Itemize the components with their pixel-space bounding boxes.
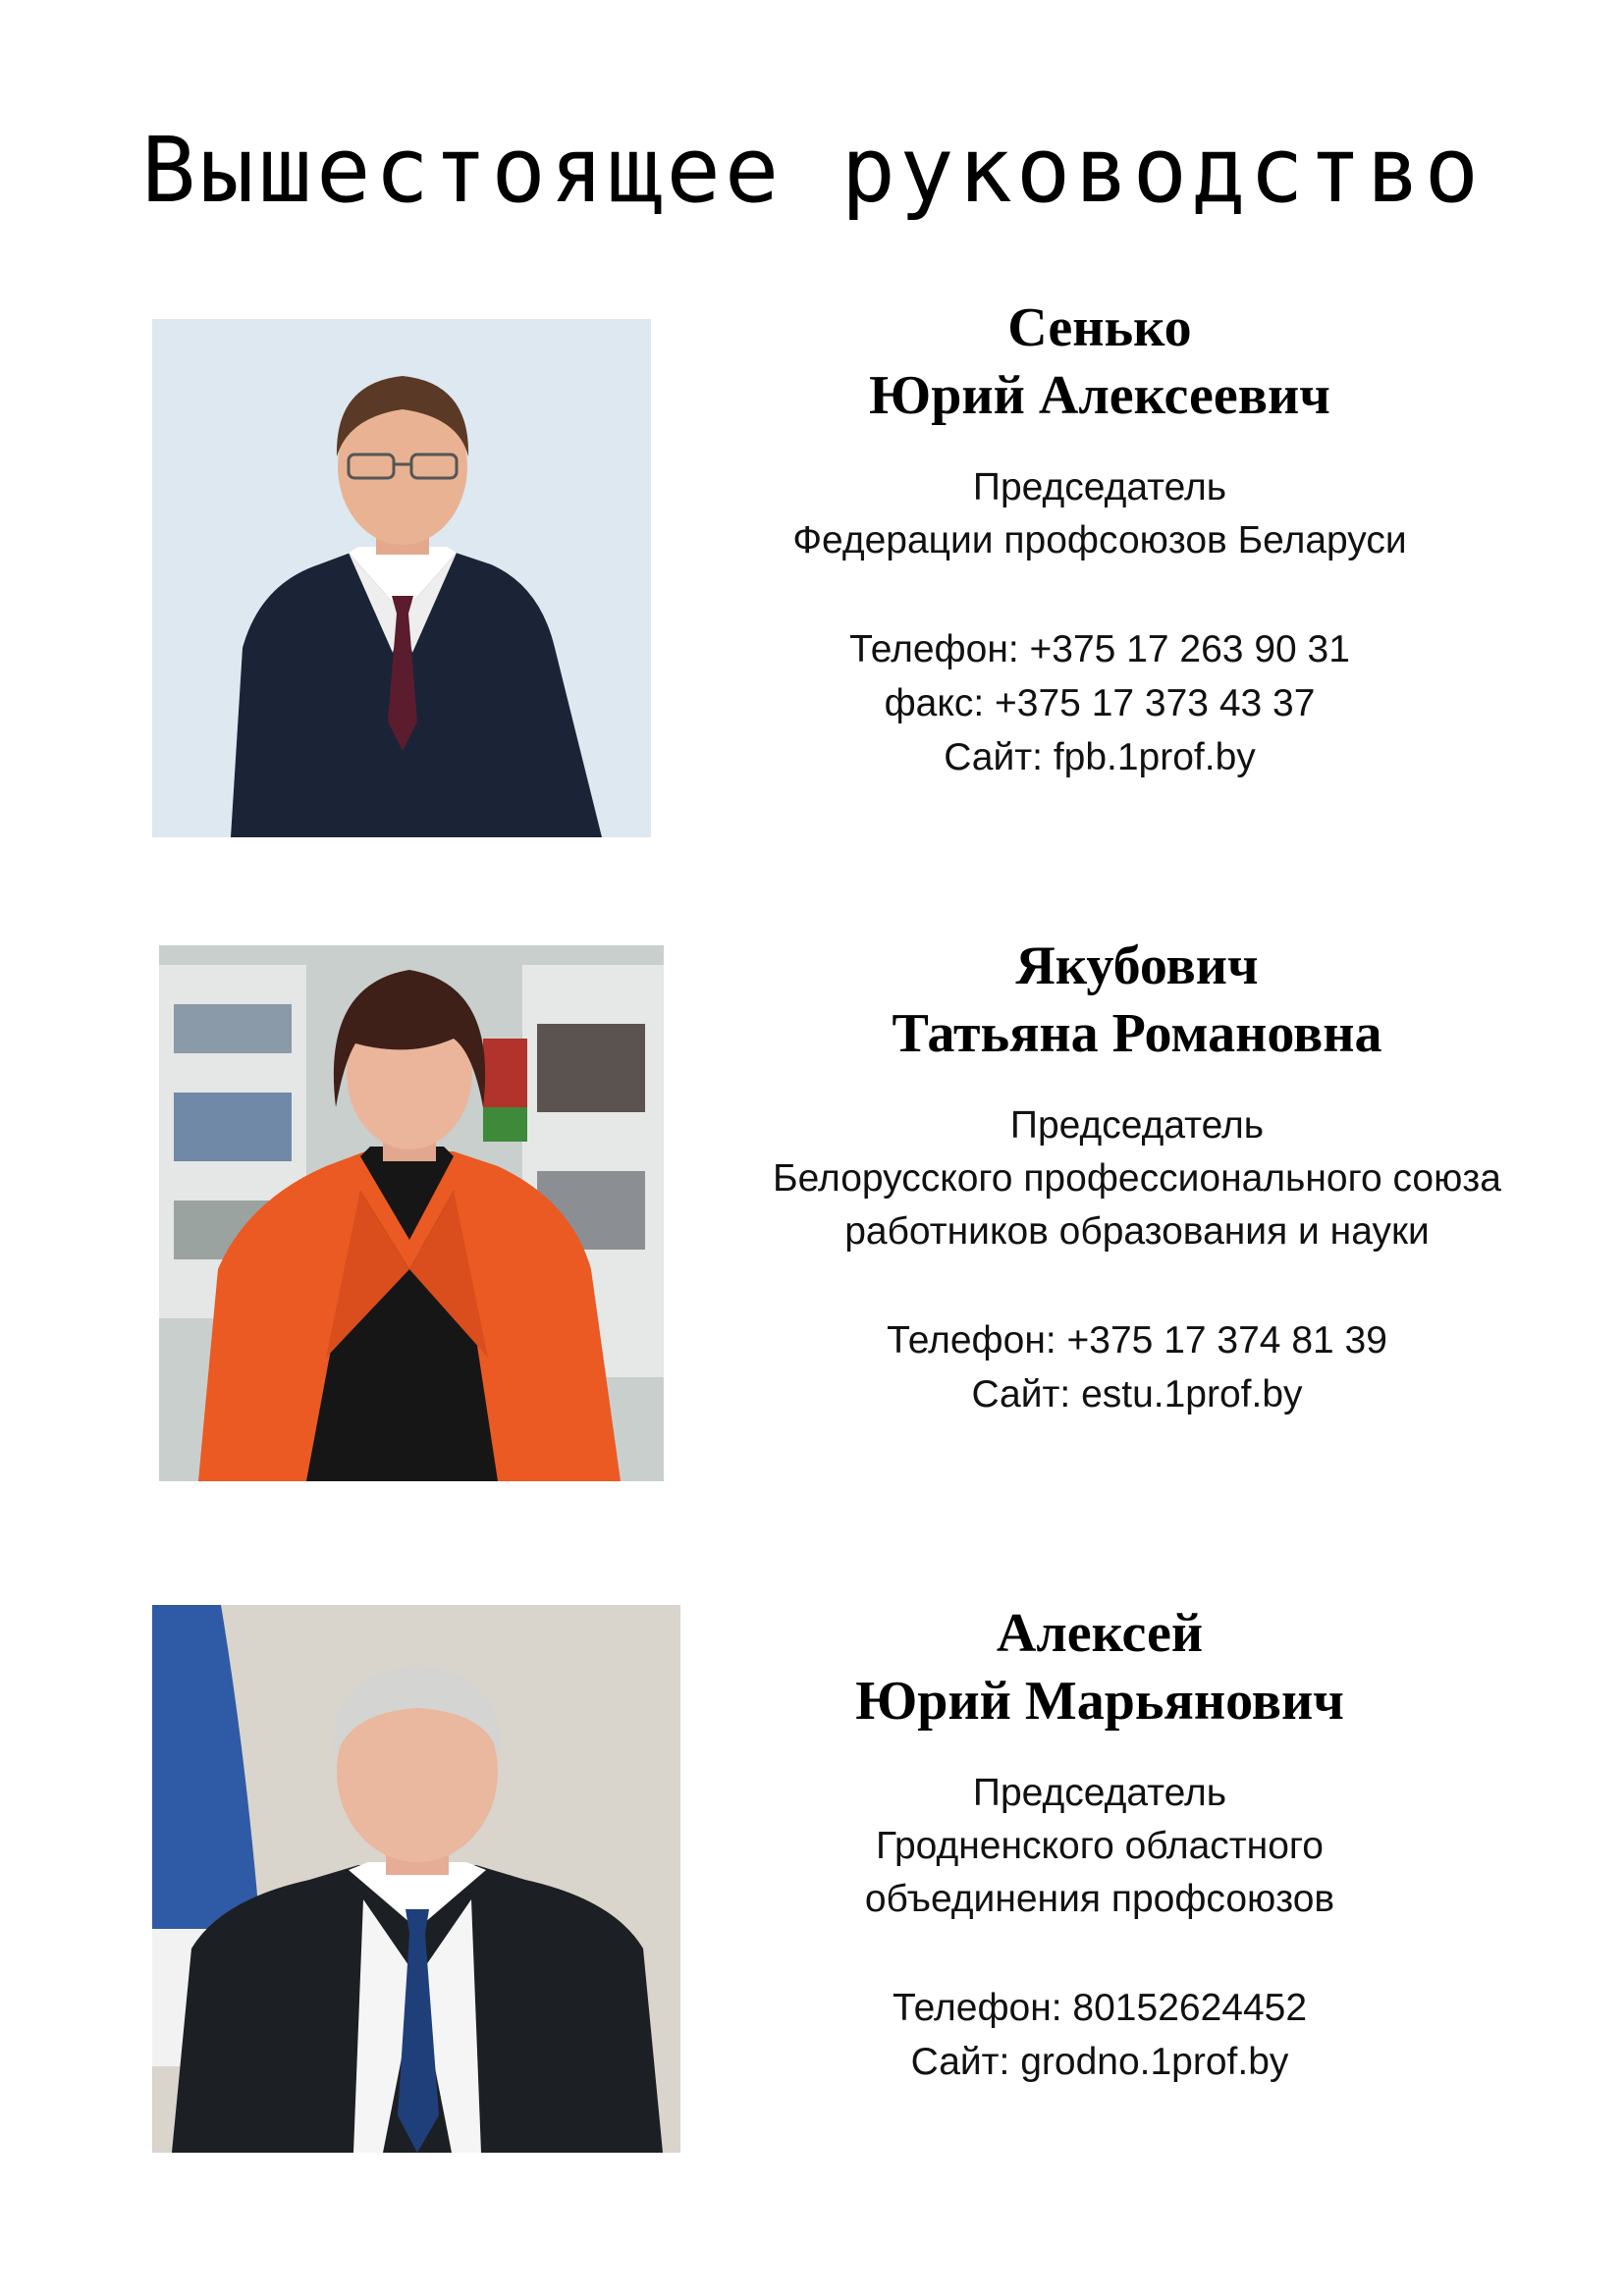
phone-text: Телефон: +375 17 374 81 39 bbox=[887, 1319, 1387, 1362]
leader-1-info bbox=[746, 294, 1453, 784]
position-line: Федерации профсоюзов Беларуси bbox=[792, 519, 1407, 561]
leader-2-photo bbox=[159, 945, 664, 1481]
position-line: Председатель bbox=[972, 466, 1227, 508]
website-link[interactable]: Сайт: grodno.1prof.by bbox=[910, 2041, 1289, 2083]
leader-2-name bbox=[705, 933, 1569, 1068]
phone-text: Телефон: +375 17 263 90 31 bbox=[849, 628, 1350, 670]
leader-1-given-name: Юрий Алексеевич bbox=[869, 365, 1330, 426]
fax-text: факс: +375 17 373 43 37 bbox=[884, 682, 1316, 724]
leader-2-contacts bbox=[705, 1313, 1569, 1421]
phone-text: Телефон: 80152624452 bbox=[892, 1987, 1308, 2029]
leader-3-contacts bbox=[746, 1981, 1453, 2089]
leader-3-position bbox=[746, 1767, 1453, 1926]
position-line: работников образования и науки bbox=[844, 1210, 1430, 1253]
leader-1-position bbox=[746, 461, 1453, 567]
leader-2-position bbox=[705, 1099, 1569, 1258]
position-line: Гродненского областного bbox=[876, 1825, 1324, 1867]
portrait-photo-icon bbox=[159, 945, 664, 1481]
leader-2-info bbox=[705, 933, 1569, 1421]
website-link[interactable]: Сайт: estu.1prof.by bbox=[971, 1373, 1303, 1415]
leader-2-given-name: Татьяна Романовна bbox=[892, 1003, 1382, 1064]
website-link[interactable]: Сайт: fpb.1prof.by bbox=[944, 736, 1256, 778]
leader-1-surname: Сенько bbox=[1007, 297, 1192, 358]
position-line: Председатель bbox=[1009, 1104, 1265, 1147]
leader-3-surname: Алексей bbox=[996, 1603, 1204, 1664]
portrait-photo-icon bbox=[152, 319, 651, 837]
leader-2-surname: Якубович bbox=[1015, 935, 1259, 996]
leader-3-photo bbox=[152, 1605, 680, 2153]
leader-3-given-name: Юрий Марьянович bbox=[855, 1671, 1344, 1732]
portrait-photo-icon bbox=[152, 1605, 680, 2153]
leader-1-contacts bbox=[746, 622, 1453, 784]
leader-3-name bbox=[746, 1600, 1453, 1735]
leader-1-name bbox=[746, 294, 1453, 430]
page-title: Вышестоящее руководство bbox=[141, 118, 1483, 223]
position-line: Белорусского профессионального союза bbox=[773, 1157, 1501, 1200]
leader-1-photo bbox=[152, 319, 651, 837]
position-line: объединения профсоюзов bbox=[864, 1878, 1335, 1920]
leader-3-info bbox=[746, 1600, 1453, 2089]
position-line: Председатель bbox=[972, 1772, 1227, 1814]
